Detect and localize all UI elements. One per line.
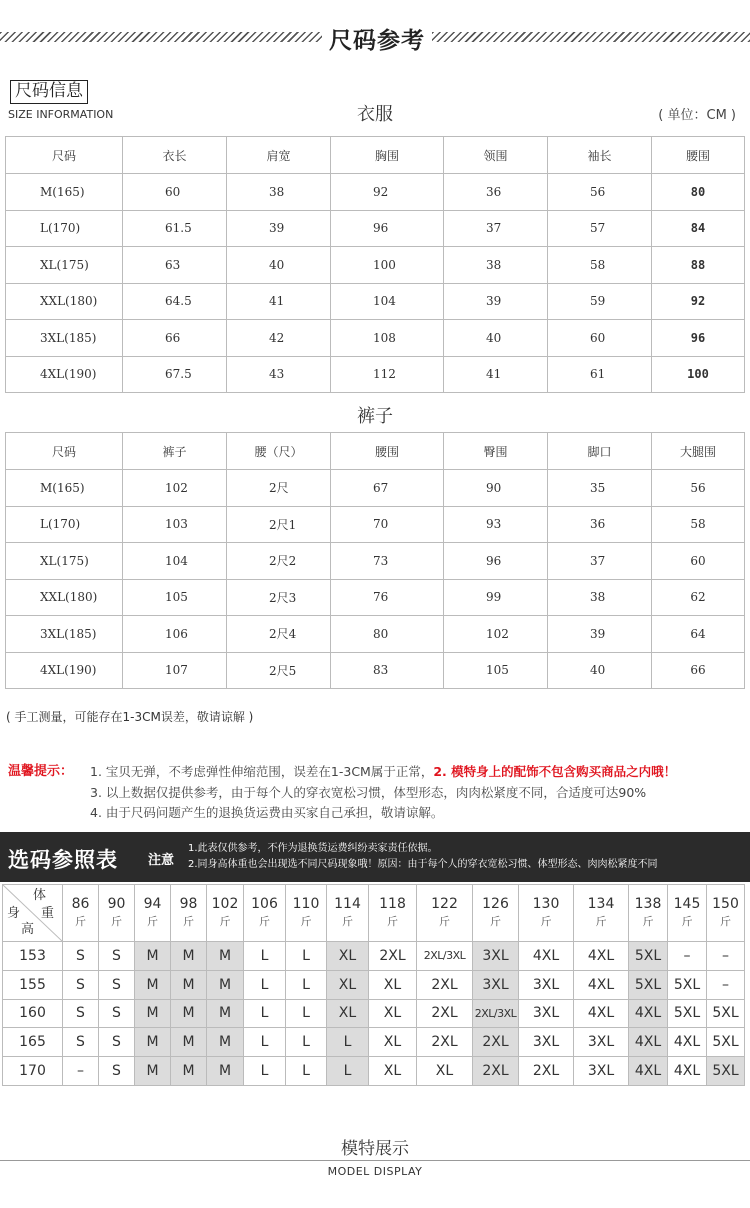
pants-size-table [5,432,745,689]
table-row [3,942,745,971]
measurement-note: ( 手工测量，可能存在1-3CM误差，敬请谅解 ) [6,710,254,724]
size-cell: L [327,1057,369,1086]
banner-notes [188,841,658,873]
size-cell: M [171,1028,207,1057]
pants-cell: 62 [652,579,745,616]
pick-table-corner [3,885,63,942]
clothes-cell: 61 [548,356,652,393]
pants-cell: 102 [444,616,548,653]
size-cell: M [135,942,171,971]
table-row [3,970,745,999]
pants-cell: 99 [444,579,548,616]
clothes-header-cell: 尺码 [6,137,123,174]
size-cell: M [135,1057,171,1086]
size-cell: 5XL [668,970,707,999]
size-cell: 3XL [473,942,519,971]
pants-header-cell: 裤子 [123,433,227,470]
clothes-header-row [6,137,745,174]
corner-height-b: 高 [21,922,35,937]
pants-cell: 66 [652,652,745,689]
weight-header-cell [668,885,707,942]
clothes-cell: 63 [123,247,227,284]
pants-cell: 96 [444,543,548,580]
weight-unit: 斤 [342,915,353,928]
size-cell: 4XL [574,999,629,1028]
pants-cell: 70 [331,506,444,543]
pants-cell: 106 [123,616,227,653]
clothes-size-table [5,136,745,393]
size-cell: M [171,1057,207,1086]
weight-header-cell [63,885,99,942]
clothes-header-cell: 腰围 [652,137,745,174]
size-cell: XL [327,970,369,999]
weight-value: 145 [673,896,701,912]
size-cell: 5XL [707,1057,745,1086]
size-cell: L [286,942,327,971]
corner-weight-a: 体 [33,888,47,903]
clothes-cell: 58 [548,247,652,284]
unit-label: ( 单位：CM ) [658,108,736,123]
clothes-header-cell: 胸围 [331,137,444,174]
size-pick-banner [0,832,750,882]
weight-header-cell [286,885,327,942]
table-row [3,1028,745,1057]
pants-cell: 2尺1 [227,506,331,543]
size-cell: 4XL [629,999,668,1028]
size-cell: L [244,942,286,971]
pants-cell: 2尺 [227,470,331,507]
clothes-cell: 80 [652,174,745,211]
pants-cell: 60 [652,543,745,580]
clothes-cell: 38 [444,247,548,284]
size-cell: 2XL [417,970,473,999]
size-cell: M [207,1028,244,1057]
clothes-header-cell: 袖长 [548,137,652,174]
size-cell: L [286,999,327,1028]
size-cell: S [63,999,99,1028]
size-cell: 4XL [629,1057,668,1086]
height-cell: 153 [3,942,63,971]
pants-header-cell: 大腿围 [652,433,745,470]
clothes-cell: 39 [444,283,548,320]
weight-unit: 斤 [439,915,450,928]
page-header [0,18,750,58]
clothes-cell: 92 [652,283,745,320]
weight-header-cell [574,885,629,942]
clothes-cell: 92 [331,174,444,211]
clothes-header-cell: 肩宽 [227,137,331,174]
size-cell: M [207,1057,244,1086]
size-cell: S [99,970,135,999]
size-cell: 2XL [473,1028,519,1057]
table-row [6,174,745,211]
clothes-cell: 60 [123,174,227,211]
pants-cell: 102 [123,470,227,507]
table-row [6,506,745,543]
pants-cell: 76 [331,579,444,616]
pants-cell: 35 [548,470,652,507]
weight-header-cell [207,885,244,942]
weight-header-cell [171,885,207,942]
weight-value: 122 [431,896,458,912]
pants-cell: 73 [331,543,444,580]
size-info-label-en: SIZE INFORMATION [8,108,114,121]
weight-unit: 斤 [219,915,231,928]
clothes-cell: 38 [227,174,331,211]
clothes-cell: 64.5 [123,283,227,320]
size-cell: 3XL [473,970,519,999]
tips-line-2: 3. 以上数据仅提供参考，由于每个人的穿衣宽松习惯，体型形态，肉肉松紧度不同，合适度可达90% [90,784,647,800]
size-cell: 2XL [417,999,473,1028]
table-row [6,320,745,357]
pants-cell: 107 [123,652,227,689]
table-row [3,1057,745,1086]
weight-unit: 斤 [540,915,552,928]
size-cell: M [171,999,207,1028]
pants-cell: XXL(180) [6,579,123,616]
size-cell: L [244,999,286,1028]
clothes-cell: 88 [652,247,745,284]
pants-cell: 3XL(185) [6,616,123,653]
weight-header-cell [244,885,286,942]
weight-value: 86 [71,896,90,912]
size-cell: S [99,999,135,1028]
weight-value: 106 [251,896,278,912]
pants-cell: 37 [548,543,652,580]
clothes-cell: L(170) [6,210,123,247]
size-cell: M [135,999,171,1028]
zigzag-decoration-right [432,32,750,42]
clothes-title: 衣服 [357,104,393,125]
weight-value: 130 [532,896,560,912]
size-cell: XL [369,1057,417,1086]
clothes-cell: 41 [227,283,331,320]
size-cell: – [707,970,745,999]
weight-unit: 斤 [720,915,731,928]
size-cell: L [244,970,286,999]
table-row [3,999,745,1028]
pants-cell: 56 [652,470,745,507]
size-cell: L [244,1057,286,1086]
weight-unit: 斤 [595,915,607,928]
pants-cell: 105 [444,652,548,689]
tips-line-1 [90,762,750,783]
clothes-cell: 96 [331,210,444,247]
size-cell: S [63,942,99,971]
zigzag-decoration-left [0,32,322,42]
table-row [6,210,745,247]
size-cell: XL [369,970,417,999]
table-row [6,579,745,616]
clothes-cell: 60 [548,320,652,357]
height-cell: 165 [3,1028,63,1057]
banner-note-1: 1.此表仅供参考，不作为退换货运费纠纷卖家责任依据。 [188,843,438,854]
model-display-title-en: MODEL DISPLAY [327,1165,423,1178]
pants-cell: 83 [331,652,444,689]
size-cell: M [135,1028,171,1057]
size-cell: M [171,970,207,999]
table-row [6,616,745,653]
weight-value: 138 [634,896,662,912]
clothes-cell: 39 [227,210,331,247]
size-cell: 2XL [417,1028,473,1057]
weight-header-cell [629,885,668,942]
size-cell: M [135,970,171,999]
clothes-cell: 84 [652,210,745,247]
size-cell: S [99,1028,135,1057]
weight-header-cell [519,885,574,942]
size-cell: L [327,1028,369,1057]
tips-label: 温馨提示： [8,764,74,779]
pants-cell: 2尺4 [227,616,331,653]
size-cell: 4XL [629,1028,668,1057]
size-cell: XL [369,999,417,1028]
height-cell: 160 [3,999,63,1028]
size-cell: S [63,970,99,999]
clothes-cell: 56 [548,174,652,211]
clothes-cell: 104 [331,283,444,320]
model-divider [0,1160,750,1161]
clothes-cell: 57 [548,210,652,247]
clothes-cell: 41 [444,356,548,393]
pants-header-cell: 腰围 [331,433,444,470]
table-row [6,543,745,580]
weight-unit: 斤 [642,915,654,928]
table-row [6,283,745,320]
weight-unit: 斤 [490,915,501,928]
pants-cell: 2尺5 [227,652,331,689]
size-cell: 2XL [473,1057,519,1086]
corner-weight-b: 重 [41,906,55,921]
pants-cell: 39 [548,616,652,653]
weight-value: 110 [292,896,320,912]
size-cell: XL [369,1028,417,1057]
clothes-cell: 100 [652,356,745,393]
pants-header-cell: 腰（尺） [227,433,331,470]
tips-line-1-text: 1. 宝贝无弹，不考虑弹性伸缩范围，误差在1-3CM属于正常， [90,764,434,779]
weight-unit: 斤 [259,915,270,928]
clothes-cell: 112 [331,356,444,393]
size-cell: S [63,1028,99,1057]
size-cell: 3XL [574,1028,629,1057]
table-row [6,652,745,689]
pants-cell: 40 [548,652,652,689]
size-cell: 2XL/3XL [417,942,473,971]
weight-value: 90 [107,896,126,912]
pants-cell: 2尺3 [227,579,331,616]
clothes-cell: 37 [444,210,548,247]
pants-cell: 64 [652,616,745,653]
clothes-cell: 40 [444,320,548,357]
page-title: 尺码参考 [329,28,425,54]
size-cell: 4XL [668,1057,707,1086]
tips-line-3: 4. 由于尺码问题产生的退换货运费由买家自己承担，敬请谅解。 [90,805,444,820]
banner-title: 选码参照表 [8,848,118,872]
pants-header-cell: 尺码 [6,433,123,470]
pants-cell: 103 [123,506,227,543]
size-cell: 5XL [668,999,707,1028]
size-cell: 3XL [519,970,574,999]
size-cell: 5XL [629,970,668,999]
clothes-cell: 42 [227,320,331,357]
size-cell: – [707,942,745,971]
size-cell: 4XL [574,942,629,971]
weight-unit: 斤 [681,915,693,928]
model-display-title: 模特展示 [341,1139,409,1159]
clothes-cell: 40 [227,247,331,284]
weight-unit: 斤 [183,915,194,928]
pants-cell: 36 [548,506,652,543]
weight-value: 150 [712,896,739,912]
weight-unit: 斤 [147,915,158,928]
weight-header-cell [135,885,171,942]
size-pick-table [2,884,745,1086]
table-row [6,470,745,507]
clothes-cell: 67.5 [123,356,227,393]
pants-cell: 67 [331,470,444,507]
clothes-header-cell: 衣长 [123,137,227,174]
pants-cell: 2尺2 [227,543,331,580]
size-cell: 4XL [668,1028,707,1057]
size-cell: S [99,1057,135,1086]
size-cell: 5XL [629,942,668,971]
size-cell: – [63,1057,99,1086]
clothes-cell: 108 [331,320,444,357]
height-cell: 155 [3,970,63,999]
pants-cell: 90 [444,470,548,507]
clothes-cell: XL(175) [6,247,123,284]
size-cell: M [207,942,244,971]
size-cell: M [207,970,244,999]
weight-header-cell [369,885,417,942]
size-cell: L [286,1028,327,1057]
pants-header-cell: 脚口 [548,433,652,470]
clothes-cell: M(165) [6,174,123,211]
clothes-cell: 66 [123,320,227,357]
size-cell: XL [327,942,369,971]
pants-cell: 80 [331,616,444,653]
pants-title: 裤子 [357,406,393,427]
table-row [6,247,745,284]
clothes-cell: 100 [331,247,444,284]
banner-note-2: 2.同身高体重也会出现选不同尺码现象哦！原因：由于每个人的穿衣宽松习惯、体型形态、肉肉松紧度不同 [188,859,658,870]
clothes-cell: 36 [444,174,548,211]
pants-cell: M(165) [6,470,123,507]
pants-cell: 104 [123,543,227,580]
weight-value: 134 [587,896,615,912]
size-cell: 2XL/3XL [473,999,519,1028]
weight-value: 94 [143,896,162,912]
size-cell: L [286,1057,327,1086]
tips-line-1-red: 2. 模特身上的配饰不包含购买商品之内哦！ [433,764,677,779]
pants-cell: 93 [444,506,548,543]
weight-unit: 斤 [75,915,86,928]
size-cell: L [286,970,327,999]
pants-cell: L(170) [6,506,123,543]
size-cell: 4XL [519,942,574,971]
weight-unit: 斤 [300,915,312,928]
size-cell: 5XL [707,1028,745,1057]
size-cell: – [668,942,707,971]
size-cell: 4XL [574,970,629,999]
clothes-cell: 61.5 [123,210,227,247]
clothes-cell: XXL(180) [6,283,123,320]
clothes-cell: 96 [652,320,745,357]
pants-cell: XL(175) [6,543,123,580]
weight-value: 114 [334,896,361,912]
pants-cell: 58 [652,506,745,543]
size-cell: 3XL [519,1028,574,1057]
table-row [6,356,745,393]
banner-note-label: 注意 [148,853,175,868]
size-cell: 2XL [519,1057,574,1086]
size-cell: S [99,942,135,971]
weight-header-cell [473,885,519,942]
weight-value: 98 [179,896,198,912]
weight-value: 102 [211,896,239,912]
weight-header-cell [707,885,745,942]
weight-header-cell [417,885,473,942]
size-cell: 3XL [519,999,574,1028]
size-cell: 3XL [574,1057,629,1086]
size-cell: L [244,1028,286,1057]
pants-cell: 105 [123,579,227,616]
weight-header-cell [327,885,369,942]
clothes-cell: 3XL(185) [6,320,123,357]
weight-header-cell [99,885,135,942]
corner-height-a: 身 [7,906,21,921]
weight-value: 118 [379,896,406,912]
size-info-label: 尺码信息 [10,80,88,104]
size-cell: 5XL [707,999,745,1028]
weight-unit: 斤 [111,915,122,928]
clothes-header-cell: 领围 [444,137,548,174]
clothes-cell: 59 [548,283,652,320]
clothes-cell: 4XL(190) [6,356,123,393]
size-cell: M [171,942,207,971]
clothes-cell: 43 [227,356,331,393]
size-cell: XL [327,999,369,1028]
pants-header-row [6,433,745,470]
size-cell: XL [417,1057,473,1086]
pants-cell: 38 [548,579,652,616]
weight-unit: 斤 [387,915,398,928]
pants-header-cell: 臀围 [444,433,548,470]
size-cell: 2XL [369,942,417,971]
weight-value: 126 [482,896,509,912]
height-cell: 170 [3,1057,63,1086]
size-cell: M [207,999,244,1028]
pants-cell: 4XL(190) [6,652,123,689]
